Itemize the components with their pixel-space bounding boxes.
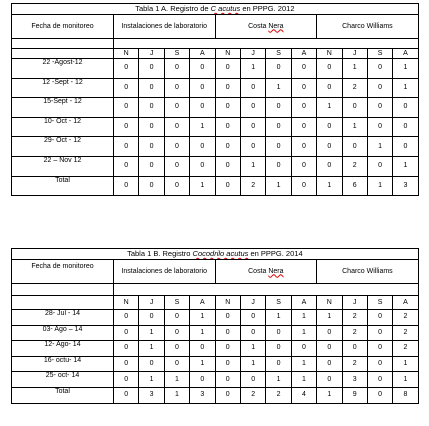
table-row bbox=[12, 372, 419, 388]
cell-value: 1 bbox=[266, 78, 291, 98]
spacer-cell bbox=[12, 284, 114, 296]
cell-value: 2 bbox=[342, 310, 367, 326]
cell-value: 0 bbox=[190, 156, 215, 176]
subheader: A bbox=[393, 49, 418, 59]
table-body bbox=[12, 59, 419, 196]
cell-value: 2 bbox=[266, 387, 291, 403]
row-date: 22 -Agost-12 bbox=[12, 59, 114, 79]
spacer-cell bbox=[114, 39, 419, 49]
cell-value: 1 bbox=[164, 372, 189, 388]
group-header-laboratorio: Instalaciones de laboratorio bbox=[114, 260, 216, 284]
cell-value: 0 bbox=[317, 372, 342, 388]
cell-value: 0 bbox=[240, 137, 265, 157]
spacer-cell bbox=[12, 39, 114, 49]
subheader-blank bbox=[12, 49, 114, 59]
cell-value: 0 bbox=[240, 117, 265, 137]
row-date: 25- oct- 14 bbox=[12, 372, 114, 388]
cell-value: 3 bbox=[342, 372, 367, 388]
cell-value: 1 bbox=[240, 356, 265, 372]
subheader: N bbox=[215, 49, 240, 59]
cell-value: 1 bbox=[291, 356, 316, 372]
table-2014 bbox=[11, 248, 419, 404]
cell-value: 1 bbox=[342, 59, 367, 79]
cell-value: 1 bbox=[139, 372, 164, 388]
cell-value: 0 bbox=[215, 387, 240, 403]
cell-value: 2 bbox=[393, 341, 418, 357]
cell-value: 0 bbox=[317, 325, 342, 341]
cell-value: 1 bbox=[266, 176, 291, 196]
table-row bbox=[12, 137, 419, 157]
group-header-costa-nera: Costa Nera bbox=[215, 260, 317, 284]
cell-value: 0 bbox=[164, 78, 189, 98]
cell-value: 1 bbox=[190, 356, 215, 372]
subheader: J bbox=[139, 49, 164, 59]
cell-value: 0 bbox=[342, 341, 367, 357]
cell-value: 0 bbox=[164, 356, 189, 372]
subheader: N bbox=[114, 49, 139, 59]
table-row bbox=[12, 341, 419, 357]
cell-value: 0 bbox=[190, 78, 215, 98]
subheader: S bbox=[164, 296, 189, 310]
cell-value: 1 bbox=[240, 156, 265, 176]
cell-value: 0 bbox=[240, 372, 265, 388]
cell-value: 1 bbox=[266, 372, 291, 388]
cell-value: 0 bbox=[317, 156, 342, 176]
cell-value: 0 bbox=[114, 356, 139, 372]
cell-value: 0 bbox=[114, 137, 139, 157]
cell-value: 0 bbox=[139, 98, 164, 118]
cell-value: 0 bbox=[367, 98, 392, 118]
subheader-blank bbox=[12, 296, 114, 310]
table-row bbox=[12, 176, 419, 196]
cell-value: 0 bbox=[139, 117, 164, 137]
subheader: J bbox=[240, 296, 265, 310]
cell-value: 0 bbox=[114, 98, 139, 118]
group-header-charco-williams: Charco Williams bbox=[317, 260, 419, 284]
cell-value: 2 bbox=[393, 325, 418, 341]
cell-value: 0 bbox=[291, 59, 316, 79]
cell-value: 1 bbox=[291, 372, 316, 388]
cell-value: 2 bbox=[342, 78, 367, 98]
cell-value: 0 bbox=[215, 341, 240, 357]
cell-value: 0 bbox=[342, 137, 367, 157]
cell-value: 1 bbox=[139, 325, 164, 341]
row-date: 16- octu- 14 bbox=[12, 356, 114, 372]
cell-value: 0 bbox=[215, 356, 240, 372]
cell-value: 1 bbox=[367, 137, 392, 157]
cell-value: 0 bbox=[367, 372, 392, 388]
cell-value: 1 bbox=[190, 117, 215, 137]
subheader: A bbox=[190, 296, 215, 310]
cell-value: 1 bbox=[291, 310, 316, 326]
cell-value: 0 bbox=[266, 356, 291, 372]
cell-value: 0 bbox=[114, 117, 139, 137]
cell-value: 0 bbox=[215, 176, 240, 196]
cell-value: 9 bbox=[342, 387, 367, 403]
cell-value: 1 bbox=[317, 310, 342, 326]
table-row bbox=[12, 325, 419, 341]
table-caption: Tabla 1 A. Registro de C acutus en PPPG. 2012 bbox=[12, 4, 419, 15]
cell-value: 0 bbox=[114, 372, 139, 388]
cell-value: 4 bbox=[291, 387, 316, 403]
cell-value: 1 bbox=[240, 341, 265, 357]
subheader: A bbox=[190, 49, 215, 59]
cell-value: 0 bbox=[190, 98, 215, 118]
cell-value: 3 bbox=[393, 176, 418, 196]
table-row bbox=[12, 59, 419, 79]
cell-value: 0 bbox=[164, 176, 189, 196]
cell-value: 0 bbox=[393, 117, 418, 137]
cell-value: 0 bbox=[266, 156, 291, 176]
cell-value: 1 bbox=[190, 310, 215, 326]
table-caption: Tabla 1 B. Registro Cocodrilo acutus en PPPG. 2014 bbox=[12, 249, 419, 260]
row-date: 12 -Sept - 12 bbox=[12, 78, 114, 98]
cell-value: 0 bbox=[114, 341, 139, 357]
cell-value: 0 bbox=[291, 78, 316, 98]
cell-value: 0 bbox=[317, 59, 342, 79]
cell-value: 0 bbox=[266, 137, 291, 157]
cell-value: 0 bbox=[139, 156, 164, 176]
cell-value: 0 bbox=[291, 341, 316, 357]
cell-value: 0 bbox=[215, 98, 240, 118]
row-date: 10- Oct - 12 bbox=[12, 117, 114, 137]
cell-value: 6 bbox=[342, 176, 367, 196]
cell-value: 2 bbox=[240, 387, 265, 403]
subheader: J bbox=[342, 49, 367, 59]
cell-value: 0 bbox=[139, 176, 164, 196]
table-2012 bbox=[11, 3, 419, 196]
subheader: N bbox=[114, 296, 139, 310]
cell-value: 0 bbox=[266, 98, 291, 118]
row-date: 28- Jul - 14 bbox=[12, 310, 114, 326]
subheader: A bbox=[393, 296, 418, 310]
cell-value: 0 bbox=[317, 341, 342, 357]
cell-value: 0 bbox=[215, 78, 240, 98]
group-header-laboratorio: Instalaciones de laboratorio bbox=[114, 15, 216, 39]
cell-value: 0 bbox=[215, 310, 240, 326]
cell-value: 0 bbox=[114, 156, 139, 176]
cell-value: 0 bbox=[215, 137, 240, 157]
table-row bbox=[12, 117, 419, 137]
subheader: J bbox=[342, 296, 367, 310]
subheader: N bbox=[317, 296, 342, 310]
row-date: 15-Sept - 12 bbox=[12, 98, 114, 118]
cell-value: 0 bbox=[393, 137, 418, 157]
subheader: A bbox=[291, 49, 316, 59]
cell-value: 1 bbox=[393, 156, 418, 176]
cell-value: 0 bbox=[367, 356, 392, 372]
cell-value: 0 bbox=[114, 325, 139, 341]
cell-value: 0 bbox=[190, 372, 215, 388]
cell-value: 1 bbox=[317, 98, 342, 118]
cell-value: 0 bbox=[190, 341, 215, 357]
cell-value: 1 bbox=[393, 372, 418, 388]
cell-value: 0 bbox=[317, 137, 342, 157]
subheader: N bbox=[317, 49, 342, 59]
cell-value: 0 bbox=[164, 156, 189, 176]
cell-value: 0 bbox=[114, 387, 139, 403]
cell-value: 0 bbox=[164, 98, 189, 118]
cell-value: 0 bbox=[240, 98, 265, 118]
cell-value: 3 bbox=[139, 387, 164, 403]
cell-value: 0 bbox=[164, 137, 189, 157]
table-row bbox=[12, 78, 419, 98]
cell-value: 0 bbox=[367, 310, 392, 326]
cell-value: 8 bbox=[393, 387, 418, 403]
cell-value: 0 bbox=[367, 78, 392, 98]
cell-value: 0 bbox=[164, 59, 189, 79]
cell-value: 2 bbox=[240, 176, 265, 196]
cell-value: 0 bbox=[317, 78, 342, 98]
cell-value: 0 bbox=[291, 156, 316, 176]
cell-value: 1 bbox=[393, 59, 418, 79]
cell-value: 3 bbox=[190, 387, 215, 403]
cell-value: 1 bbox=[317, 176, 342, 196]
cell-value: 0 bbox=[240, 325, 265, 341]
cell-value: 1 bbox=[240, 59, 265, 79]
row-date: 29- Oct - 12 bbox=[12, 137, 114, 157]
table-row bbox=[12, 156, 419, 176]
cell-value: 0 bbox=[367, 117, 392, 137]
cell-value: 0 bbox=[240, 310, 265, 326]
cell-value: 0 bbox=[342, 98, 367, 118]
cell-value: 0 bbox=[215, 372, 240, 388]
column-header-fecha: Fecha de monitoreo bbox=[12, 260, 114, 284]
cell-value: 1 bbox=[342, 117, 367, 137]
cell-value: 0 bbox=[266, 59, 291, 79]
cell-value: 0 bbox=[139, 59, 164, 79]
subheader: S bbox=[164, 49, 189, 59]
cell-value: 0 bbox=[164, 310, 189, 326]
cell-value: 0 bbox=[139, 78, 164, 98]
cell-value: 1 bbox=[190, 325, 215, 341]
row-date: 22 – Nov 12 bbox=[12, 156, 114, 176]
cell-value: 1 bbox=[367, 176, 392, 196]
cell-value: 0 bbox=[114, 176, 139, 196]
row-date: Total bbox=[12, 387, 114, 403]
cell-value: 0 bbox=[139, 137, 164, 157]
table-row bbox=[12, 98, 419, 118]
cell-value: 1 bbox=[164, 387, 189, 403]
cell-value: 0 bbox=[317, 356, 342, 372]
cell-value: 0 bbox=[139, 310, 164, 326]
cell-value: 0 bbox=[291, 117, 316, 137]
row-date: 03- Ago – 14 bbox=[12, 325, 114, 341]
subheader: J bbox=[240, 49, 265, 59]
subheader: A bbox=[291, 296, 316, 310]
cell-value: 0 bbox=[190, 59, 215, 79]
cell-value: 1 bbox=[393, 356, 418, 372]
subheader: J bbox=[139, 296, 164, 310]
group-header-costa-nera: Costa Nera bbox=[215, 15, 317, 39]
cell-value: 0 bbox=[367, 387, 392, 403]
cell-value: 0 bbox=[367, 59, 392, 79]
table-body bbox=[12, 310, 419, 404]
cell-value: 0 bbox=[291, 137, 316, 157]
cell-value: 1 bbox=[266, 310, 291, 326]
cell-value: 1 bbox=[190, 176, 215, 196]
cell-value: 2 bbox=[342, 325, 367, 341]
cell-value: 0 bbox=[393, 98, 418, 118]
cell-value: 0 bbox=[266, 117, 291, 137]
cell-value: 1 bbox=[393, 78, 418, 98]
subheader: S bbox=[266, 296, 291, 310]
cell-value: 0 bbox=[215, 59, 240, 79]
subheader: S bbox=[367, 49, 392, 59]
cell-value: 0 bbox=[164, 325, 189, 341]
cell-value: 0 bbox=[240, 78, 265, 98]
table-row bbox=[12, 387, 419, 403]
group-header-charco-williams: Charco Williams bbox=[317, 15, 419, 39]
row-date: 12- Ago- 14 bbox=[12, 341, 114, 357]
cell-value: 0 bbox=[215, 156, 240, 176]
spacer-cell bbox=[114, 284, 419, 296]
cell-value: 0 bbox=[164, 341, 189, 357]
cell-value: 0 bbox=[266, 341, 291, 357]
cell-value: 2 bbox=[393, 310, 418, 326]
cell-value: 0 bbox=[317, 117, 342, 137]
cell-value: 2 bbox=[342, 156, 367, 176]
cell-value: 0 bbox=[291, 98, 316, 118]
subheader: S bbox=[367, 296, 392, 310]
cell-value: 0 bbox=[114, 78, 139, 98]
cell-value: 1 bbox=[139, 341, 164, 357]
subheader: S bbox=[266, 49, 291, 59]
cell-value: 2 bbox=[342, 356, 367, 372]
cell-value: 0 bbox=[190, 137, 215, 157]
cell-value: 1 bbox=[317, 387, 342, 403]
cell-value: 0 bbox=[215, 325, 240, 341]
column-header-fecha: Fecha de monitoreo bbox=[12, 15, 114, 39]
cell-value: 0 bbox=[291, 176, 316, 196]
cell-value: 0 bbox=[164, 117, 189, 137]
table-row bbox=[12, 310, 419, 326]
cell-value: 0 bbox=[215, 117, 240, 137]
cell-value: 1 bbox=[291, 325, 316, 341]
cell-value: 0 bbox=[367, 325, 392, 341]
subheader: N bbox=[215, 296, 240, 310]
cell-value: 0 bbox=[367, 341, 392, 357]
cell-value: 0 bbox=[367, 156, 392, 176]
cell-value: 0 bbox=[114, 59, 139, 79]
row-date: Total bbox=[12, 176, 114, 196]
cell-value: 0 bbox=[266, 325, 291, 341]
cell-value: 0 bbox=[139, 356, 164, 372]
cell-value: 0 bbox=[114, 310, 139, 326]
table-row bbox=[12, 356, 419, 372]
